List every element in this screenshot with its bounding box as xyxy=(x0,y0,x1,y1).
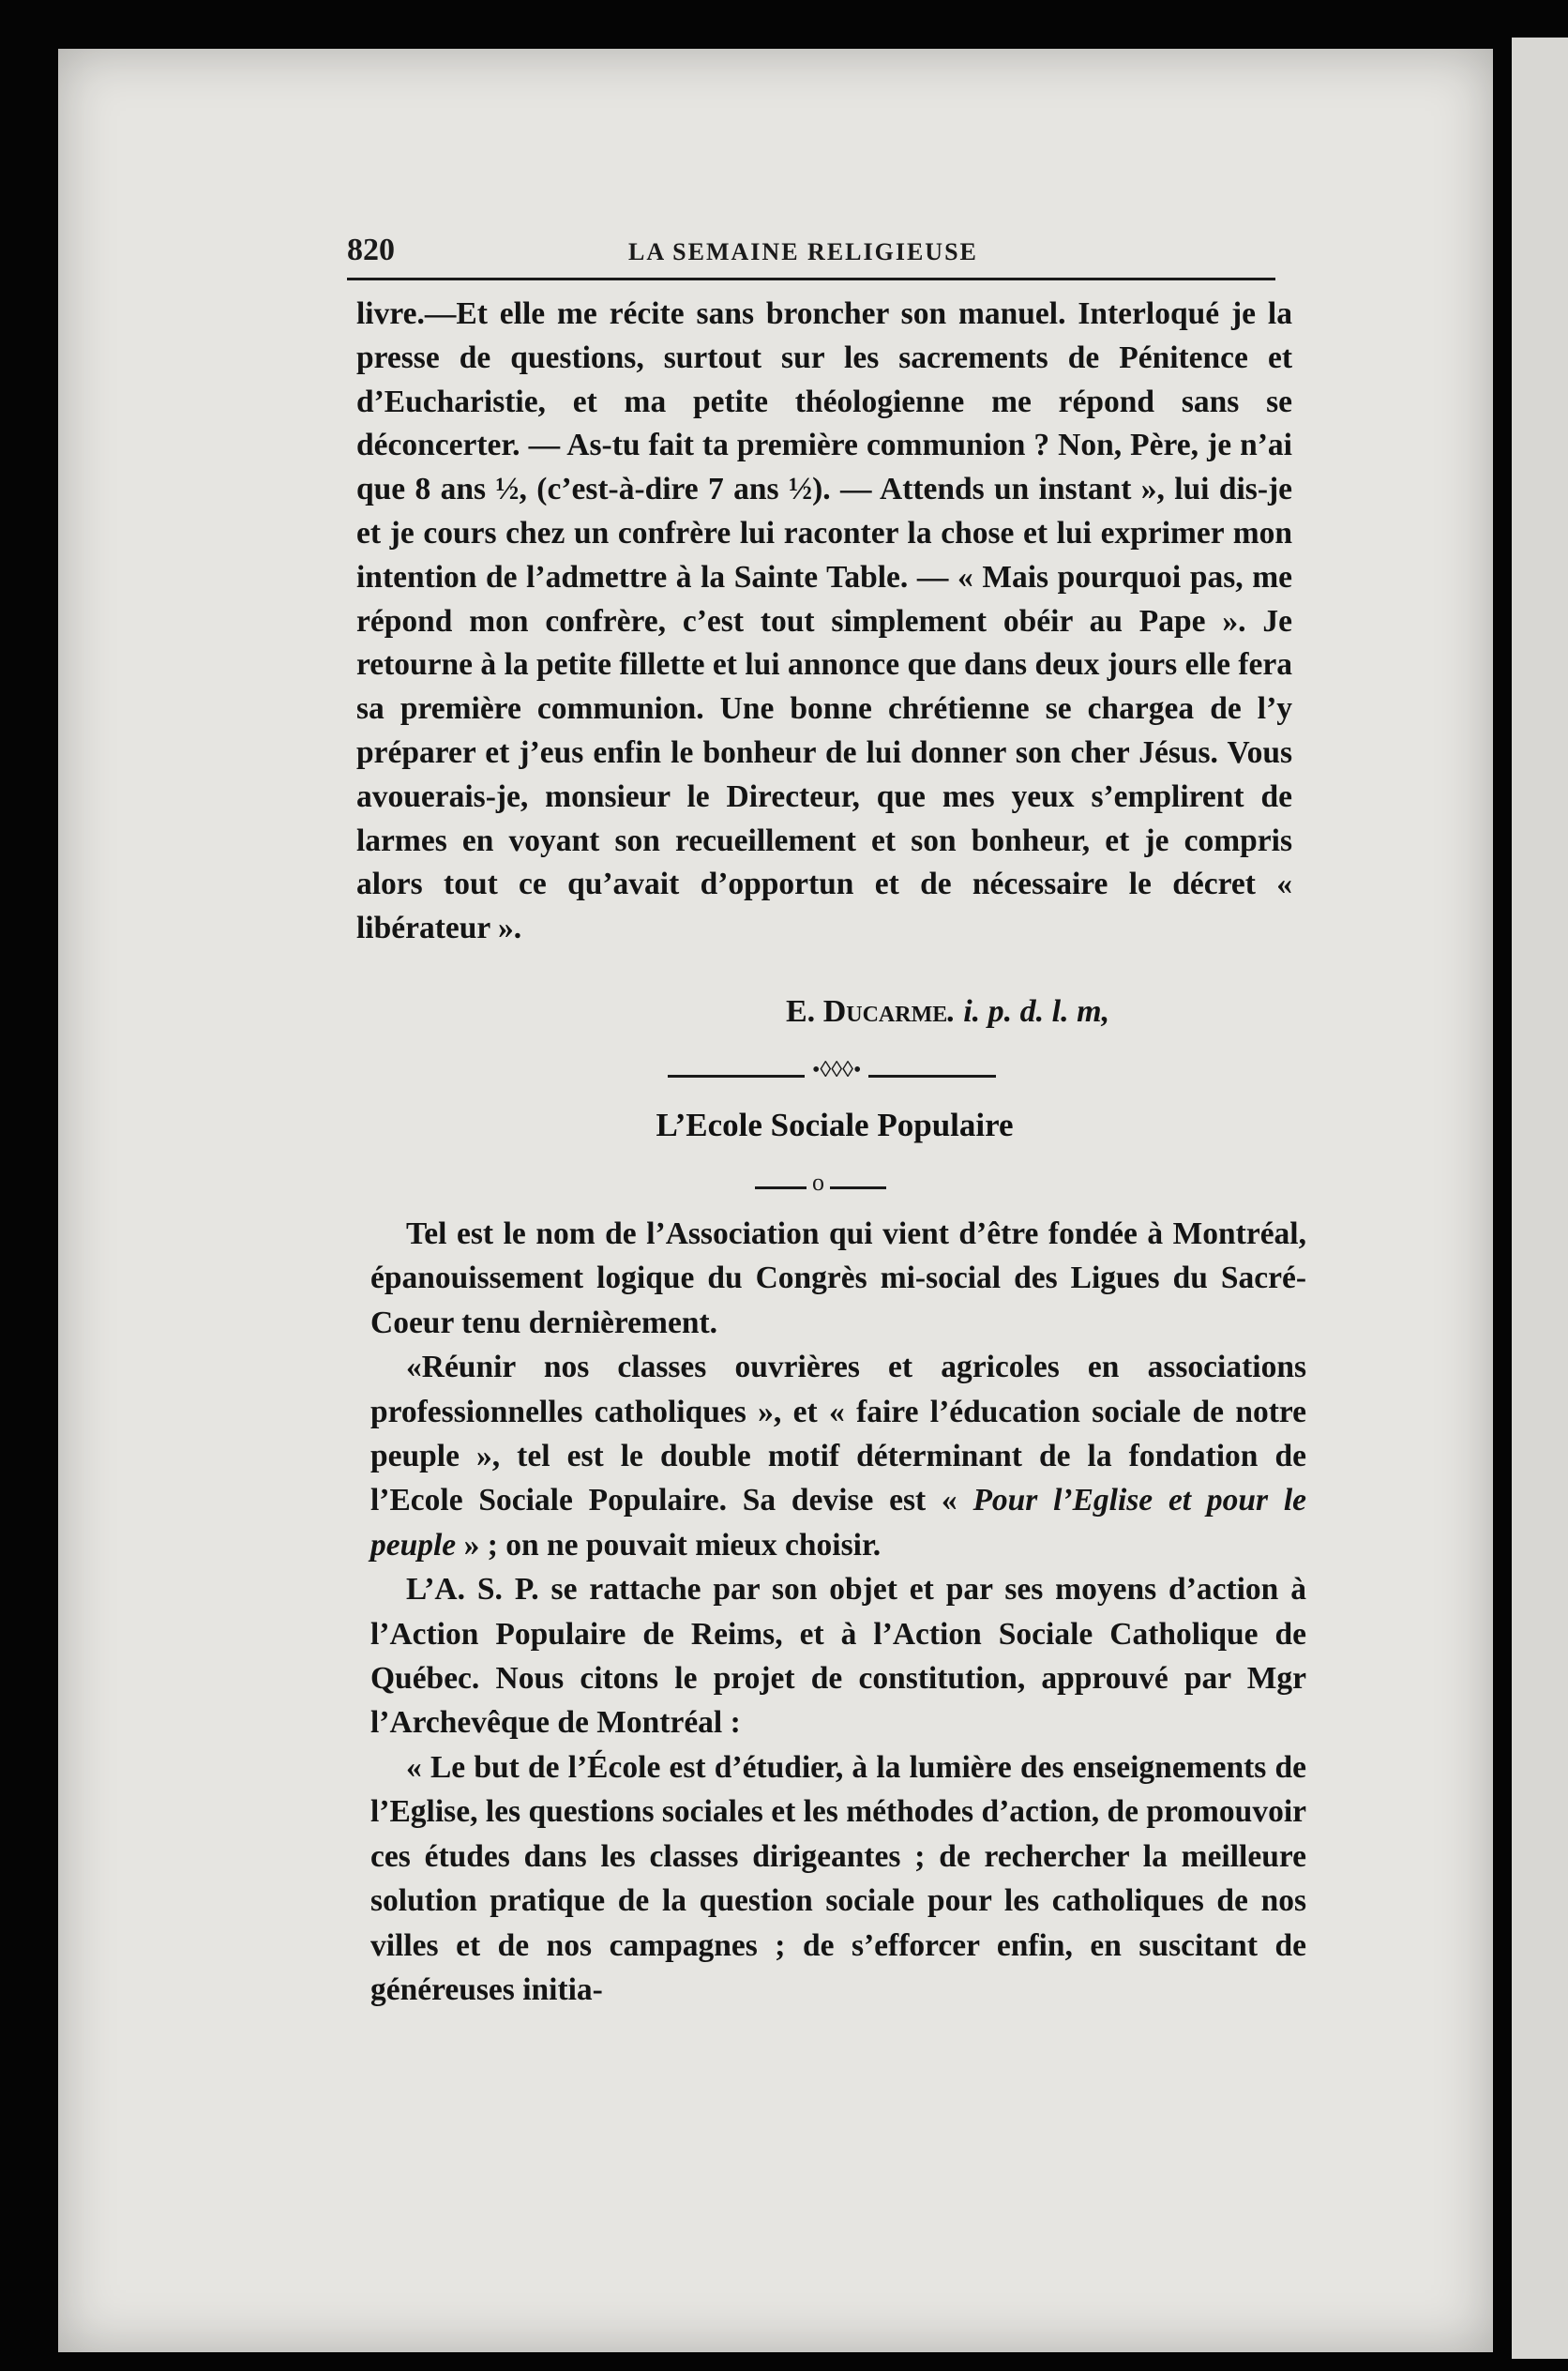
article-paragraph-3: L’A. S. P. se rattache par son objet et par ses moyens d’action à l’Action Populaire de Reims, et à l’Action Sociale Catholique de Québec. Nous citons le projet de constitution, approuvé par Mgr l’Archevêque de Montréal : xyxy=(370,1572,1306,1741)
article-paragraph-2 xyxy=(370,1345,1306,1567)
article-body xyxy=(370,1212,1306,2012)
page-number: 820 xyxy=(347,233,395,267)
article-title: L’Ecole Sociale Populaire xyxy=(656,1107,1014,1143)
page-header xyxy=(347,233,1275,280)
signature-name: Ducarme xyxy=(822,994,948,1029)
continuation-paragraph: livre.—Et elle me récite sans broncher son manuel. Interloqué je la presse de questions, surtout sur les sacrements de Pénitence et d’Eucharistie, et ma petite théologienne me répond sans se déconcerter. — As-tu fait ta première communion ? Non, Père, je n’ai que 8 ans ½, (c’est-à-dire 7 ans ½). — Attends un instant », lui dis-je et je cours chez un confrère lui raconter la chose et lui exprimer mon intention de l’admettre à la Sainte Table. — « Mais pourquoi pas, me répond mon confrère, c’est tout simplement obéir au Pape ». Je retourne à la petite fillette et lui annonce que dans deux jours elle fera sa première communion. Une bonne chrétienne se chargea de l’y préparer et j’eus enfin le bonheur de lui donner son cher Jésus. Vous avouerais-je, monsieur le Directeur, que mes yeux s’emplirent de larmes en voyant son recueillement et son bonheur, et je compris alors tout ce qu’avait d’opportun et de nécessaire le décret « libérateur ». xyxy=(356,296,1292,946)
article-paragraph-1: Tel est le nom de l’Association qui vient d’être fondée à Montréal, épanouissement logique du Congrès mi-social des Ligues du Sacré-Coeur tenu dernièrement. xyxy=(370,1216,1306,1340)
section-divider-ornament: •◊◊◊• xyxy=(805,1058,868,1083)
motto: Pour l’Eglise et pour le peuple xyxy=(370,1483,1306,1563)
signature-initial: E. xyxy=(786,994,823,1029)
signature-suffix: . i. p. d. l. m, xyxy=(947,994,1110,1029)
title-ornament: o xyxy=(807,1169,830,1197)
article-paragraph-4: « Le but de l’École est d’étudier, à la lumière des enseignements de l’Eglise, les questions sociales et les méthodes d’action, de promouvoir ces études dans les classes dirigeantes ; de rechercher la meilleure solution pratique de la question sociale pour les catholiques de nos villes et de nos campagnes ; de s’efforcer enfin, en suscitant de généreuses initia- xyxy=(370,1749,1306,2007)
article-continuation xyxy=(356,293,1292,951)
facing-page-edge xyxy=(1512,38,1568,2359)
running-head: LA SEMAINE RELIGIEUSE xyxy=(628,238,978,265)
paragraph-2-start: «Réunir nos classes ouvrières et agricoles en associations professionnelles catholiques », et « faire l’éducation sociale de notre peuple », tel est le double motif déterminant de la fondation de l’Ecole Sociale Populaire. Sa devise est « xyxy=(370,1350,1306,1518)
paragraph-2-end: » ; on ne pouvait mieux choisir. xyxy=(456,1527,882,1563)
author-signature xyxy=(786,994,1109,1030)
